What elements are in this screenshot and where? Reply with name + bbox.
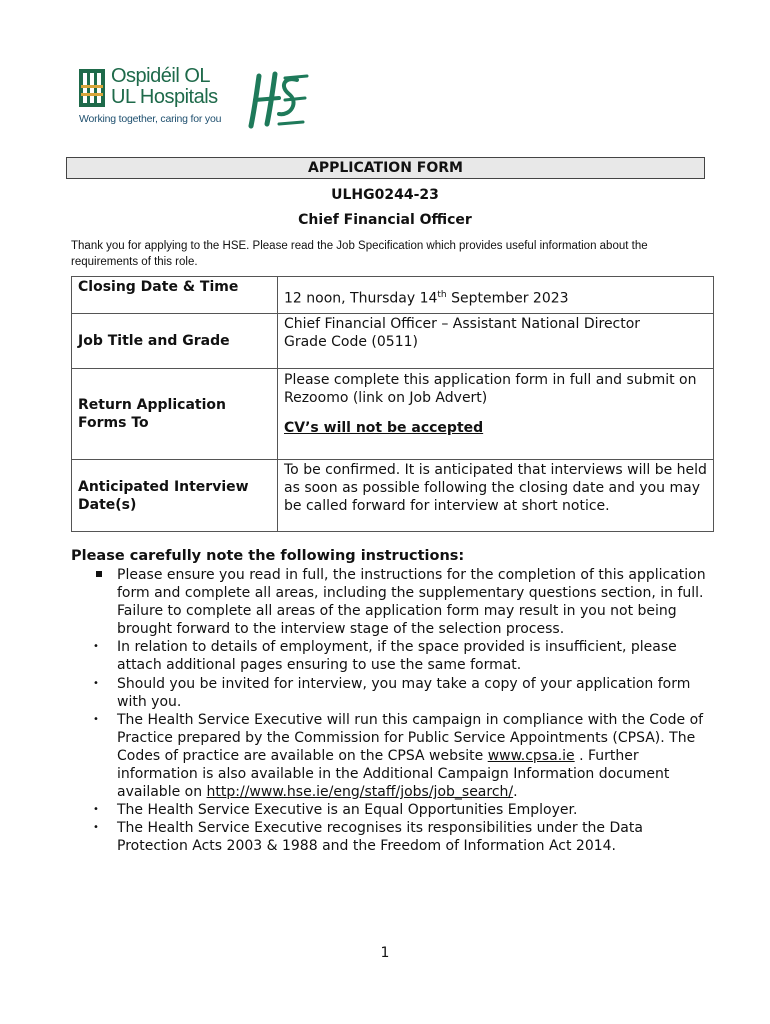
list-item: • The Health Service Executive will run this campaign in compliance with the Code of Practice prepared by the Commission for Public Service Appointments (CPSA). The Codes of practice are available on the CPSA website www.cpsa.ie . Further information is also available in the Additional Campaign Information document available on http://www.hse.ie/eng/staff/jobs/job_search/. <box>93 711 704 801</box>
reference-number: ULHG0244-23 <box>331 187 439 203</box>
ul-hospitals-name: Ospidéil OL UL Hospitals <box>111 65 218 108</box>
instructions-heading: Please carefully note the following instructions: <box>71 548 465 564</box>
job-title-value: Chief Financial Officer – Assistant National Director Grade Code (0511) <box>278 314 714 369</box>
list-item: Please ensure you read in full, the instructions for the completion of this application form and complete all areas, including the supplementary questions section, in full. Failure to complete all areas of the application form may result in you not being brought forward to the interview stage of the selection process. <box>88 566 708 638</box>
table-row <box>72 369 714 460</box>
form-title-bar <box>66 157 705 179</box>
list-item: • The Health Service Executive is an Equal Opportunities Employer. <box>93 802 578 819</box>
closing-date-label: Closing Date & Time <box>72 277 278 314</box>
table-row <box>72 314 714 369</box>
page-number: 1 <box>380 945 390 961</box>
cv-not-accepted-note: CV’s will not be accepted <box>284 420 484 436</box>
list-item: • The Health Service Executive recognises its responsibilities under the Data Protection Acts 2003 & 1988 and the Freedom of Information Act 2014. <box>93 820 643 855</box>
table-row <box>72 277 714 314</box>
interview-date-label: Anticipated Interview Date(s) <box>72 460 278 532</box>
hse-logo-icon <box>245 70 311 132</box>
bullet-icon: • <box>93 641 99 653</box>
bullet-icon: • <box>93 804 99 816</box>
return-forms-value: Please complete this application form in full and submit on Rezoomo (link on Job Advert) CV’s will not be accepted <box>278 369 714 460</box>
form-title: APPLICATION FORM <box>308 160 463 176</box>
ul-hospitals-logo <box>79 65 239 130</box>
ul-hospitals-tagline: Working together, caring for you <box>79 113 222 125</box>
bullet-icon: • <box>93 677 99 689</box>
hse-job-search-link[interactable]: http://www.hse.ie/eng/staff/jobs/job_search/ <box>206 784 514 801</box>
job-title-label: Job Title and Grade <box>72 314 278 369</box>
bullet-icon: • <box>93 713 99 725</box>
list-item: • Should you be invited for interview, you may take a copy of your application form with you. <box>93 675 691 710</box>
instructions-list <box>88 566 708 856</box>
cpsa-website-link[interactable]: www.cpsa.ie <box>487 747 575 764</box>
closing-date-value: 12 noon, Thursday 14th September 2023 <box>278 277 714 314</box>
square-bullet-icon <box>96 571 102 577</box>
bullet-icon: • <box>93 822 99 834</box>
table-row <box>72 460 714 532</box>
return-forms-label: Return Application Forms To <box>72 369 278 460</box>
position-title: Chief Financial Officer <box>298 212 472 228</box>
application-details-table <box>71 276 714 532</box>
intro-text: Thank you for applying to the HSE. Please read the Job Specification which provides useful information about the requirements of this role. <box>71 240 648 268</box>
interview-date-value: To be confirmed. It is anticipated that interviews will be held as soon as possible following the closing date and you may be called forward for interview at short notice. <box>278 460 714 532</box>
list-item: • In relation to details of employment, if the space provided is insufficient, please attach additional pages ensuring to use the same format. <box>93 639 677 674</box>
ul-hospitals-crest-icon <box>79 69 105 107</box>
